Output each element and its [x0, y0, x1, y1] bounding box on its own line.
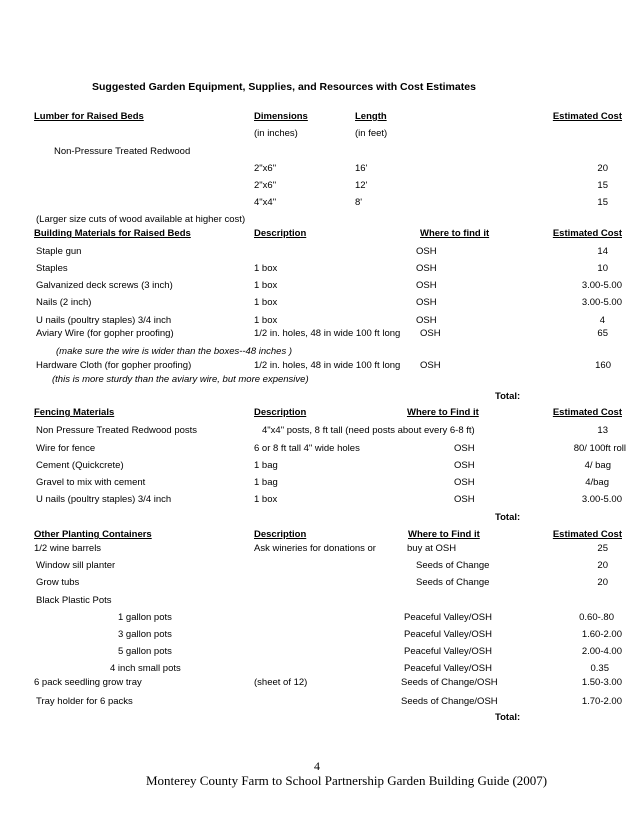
tray-desc: (sheet of 12) [254, 677, 308, 688]
fencing-item: Cement (Quickcrete) [36, 460, 124, 471]
tray-where: Seeds of Change/OSH [401, 696, 498, 707]
building-cost: 14 [597, 246, 608, 257]
pot-cost: 1.60-2.00 [581, 629, 622, 640]
tray-item: 6 pack seedling grow tray [34, 677, 142, 688]
fencing-section-header: Fencing Materials [34, 407, 115, 418]
containers-section-header: Other Planting Containers [34, 529, 152, 540]
lumber-dimensions-header: Dimensions [254, 111, 308, 122]
fencing-desc: 1 box [254, 494, 278, 505]
fencing-desc: 6 or 8 ft tall 4" wide holes [254, 443, 360, 454]
fencing-where-header: Where to Find it [407, 407, 479, 418]
containers-where: Seeds of Change [416, 577, 490, 588]
fencing-cost: 13 [597, 425, 608, 436]
lumber-dimensions-unit: (in inches) [254, 128, 298, 139]
building-total-label: Total: [495, 391, 521, 402]
containers-total-label: Total: [495, 712, 521, 723]
building-where: OSH [416, 246, 437, 257]
tray-cost: 1.50-3.00 [581, 677, 622, 688]
containers-item: Grow tubs [36, 577, 80, 588]
tray-cost: 1.70-2.00 [581, 696, 622, 707]
fencing-item: Wire for fence [36, 443, 96, 454]
aviary-wire-note: (make sure the wire is wider than the boxes--48 inches ) [56, 346, 293, 357]
building-section-header: Building Materials for Raised Beds [34, 228, 191, 239]
pots-label: Black Plastic Pots [36, 595, 112, 606]
containers-cost-header: Estimated Cost [552, 529, 622, 540]
building-desc: 1 box [254, 315, 278, 326]
fencing-description-header: Description [254, 407, 307, 418]
fencing-where: OSH [454, 494, 475, 505]
building-desc: 1 box [254, 280, 278, 291]
containers-cost: 20 [597, 577, 608, 588]
containers-where-header: Where to Find it [408, 529, 480, 540]
building-item: Nails (2 inch) [36, 297, 92, 308]
building-cost: 4 [599, 315, 605, 326]
tray-item: Tray holder for 6 packs [36, 696, 133, 707]
page-title: Suggested Garden Equipment, Supplies, and Resources with Cost Estimates [92, 81, 476, 93]
lumber-cost: 15 [597, 180, 608, 191]
pot-where: Peaceful Valley/OSH [404, 629, 493, 640]
containers-where: buy at OSH [407, 543, 457, 554]
lumber-dim: 4"x4" [254, 197, 277, 208]
building-where-header: Where to find it [420, 228, 490, 239]
building-where: OSH [416, 315, 437, 326]
building-where: OSH [416, 280, 437, 291]
building-cost: 65 [597, 328, 608, 339]
pot-where: Peaceful Valley/OSH [404, 663, 493, 674]
building-desc: 1/2 in. holes, 48 in wide 100 ft long [254, 360, 401, 371]
lumber-section-header: Lumber for Raised Beds [34, 111, 144, 122]
lumber-dim: 2"x6" [254, 180, 277, 191]
lumber-len: 12' [355, 180, 368, 191]
pot-cost: 0.60-.80 [579, 612, 614, 623]
lumber-type: Non-Pressure Treated Redwood [54, 146, 191, 157]
building-desc: 1/2 in. holes, 48 in wide 100 ft long [254, 328, 401, 339]
building-item: Staples [36, 263, 68, 274]
pot-item: 4 inch small pots [110, 663, 181, 674]
fencing-item: U nails (poultry staples) 3/4 inch [36, 494, 172, 505]
fencing-where: OSH [454, 477, 475, 488]
fencing-desc: 4"x4" posts, 8 ft tall (need posts about every 6-8 ft) [262, 425, 475, 436]
building-item: Hardware Cloth (for gopher proofing) [36, 360, 192, 371]
fencing-desc: 1 bag [254, 460, 278, 471]
lumber-cost-header: Estimated Cost [552, 111, 622, 122]
containers-desc: Ask wineries for donations or [254, 543, 376, 554]
pot-item: 1 gallon pots [118, 612, 172, 623]
fencing-where: OSH [454, 443, 475, 454]
fencing-cost: 4/ bag [584, 460, 611, 471]
fencing-cost: 3.00-5.00 [581, 494, 622, 505]
building-item: Aviary Wire (for gopher proofing) [36, 328, 174, 339]
containers-cost: 25 [597, 543, 608, 554]
pot-cost: 2.00-4.00 [581, 646, 622, 657]
building-desc: 1 box [254, 263, 278, 274]
lumber-cost: 15 [597, 197, 608, 208]
tray-where: Seeds of Change/OSH [401, 677, 498, 688]
footer-text: Monterey County Farm to School Partnership Garden Building Guide (2007) [146, 773, 548, 788]
lumber-dim: 2"x6" [254, 163, 277, 174]
fencing-cost: 4/bag [585, 477, 609, 488]
building-item: Staple gun [36, 246, 82, 257]
page-number: 4 [314, 759, 320, 773]
pot-where: Peaceful Valley/OSH [404, 612, 493, 623]
building-where: OSH [416, 297, 437, 308]
lumber-note: (Larger size cuts of wood available at higher cost) [36, 214, 246, 225]
lumber-len: 16' [355, 163, 368, 174]
pot-cost: 0.35 [590, 663, 609, 674]
pot-where: Peaceful Valley/OSH [404, 646, 493, 657]
pot-item: 5 gallon pots [118, 646, 172, 657]
fencing-cost: 80/ 100ft roll [573, 443, 626, 454]
building-item: U nails (poultry staples) 3/4 inch [36, 315, 172, 326]
fencing-desc: 1 bag [254, 477, 278, 488]
fencing-total-label: Total: [495, 512, 521, 523]
building-cost: 160 [595, 360, 611, 371]
lumber-length-header: Length [355, 111, 387, 122]
building-cost: 10 [597, 263, 608, 274]
fencing-item: Gravel to mix with cement [36, 477, 146, 488]
lumber-cost: 20 [597, 163, 608, 174]
fencing-cost-header: Estimated Cost [552, 407, 622, 418]
building-desc: 1 box [254, 297, 278, 308]
containers-description-header: Description [254, 529, 307, 540]
fencing-where: OSH [454, 460, 475, 471]
building-where: OSH [420, 328, 441, 339]
building-item: Galvanized deck screws (3 inch) [36, 280, 173, 291]
containers-cost: 20 [597, 560, 608, 571]
containers-item: Window sill planter [36, 560, 116, 571]
building-cost-header: Estimated Cost [552, 228, 622, 239]
fencing-item: Non Pressure Treated Redwood posts [36, 425, 198, 436]
hardware-cloth-note: (this is more sturdy than the aviary wire, but more expensive) [52, 374, 309, 385]
containers-where: Seeds of Change [416, 560, 490, 571]
building-where: OSH [416, 263, 437, 274]
lumber-length-unit: (in feet) [355, 128, 388, 139]
building-description-header: Description [254, 228, 307, 239]
building-where: OSH [420, 360, 441, 371]
containers-item: 1/2 wine barrels [34, 543, 102, 554]
building-cost: 3.00-5.00 [581, 280, 622, 291]
building-cost: 3.00-5.00 [581, 297, 622, 308]
lumber-len: 8' [355, 197, 363, 208]
pot-item: 3 gallon pots [118, 629, 172, 640]
